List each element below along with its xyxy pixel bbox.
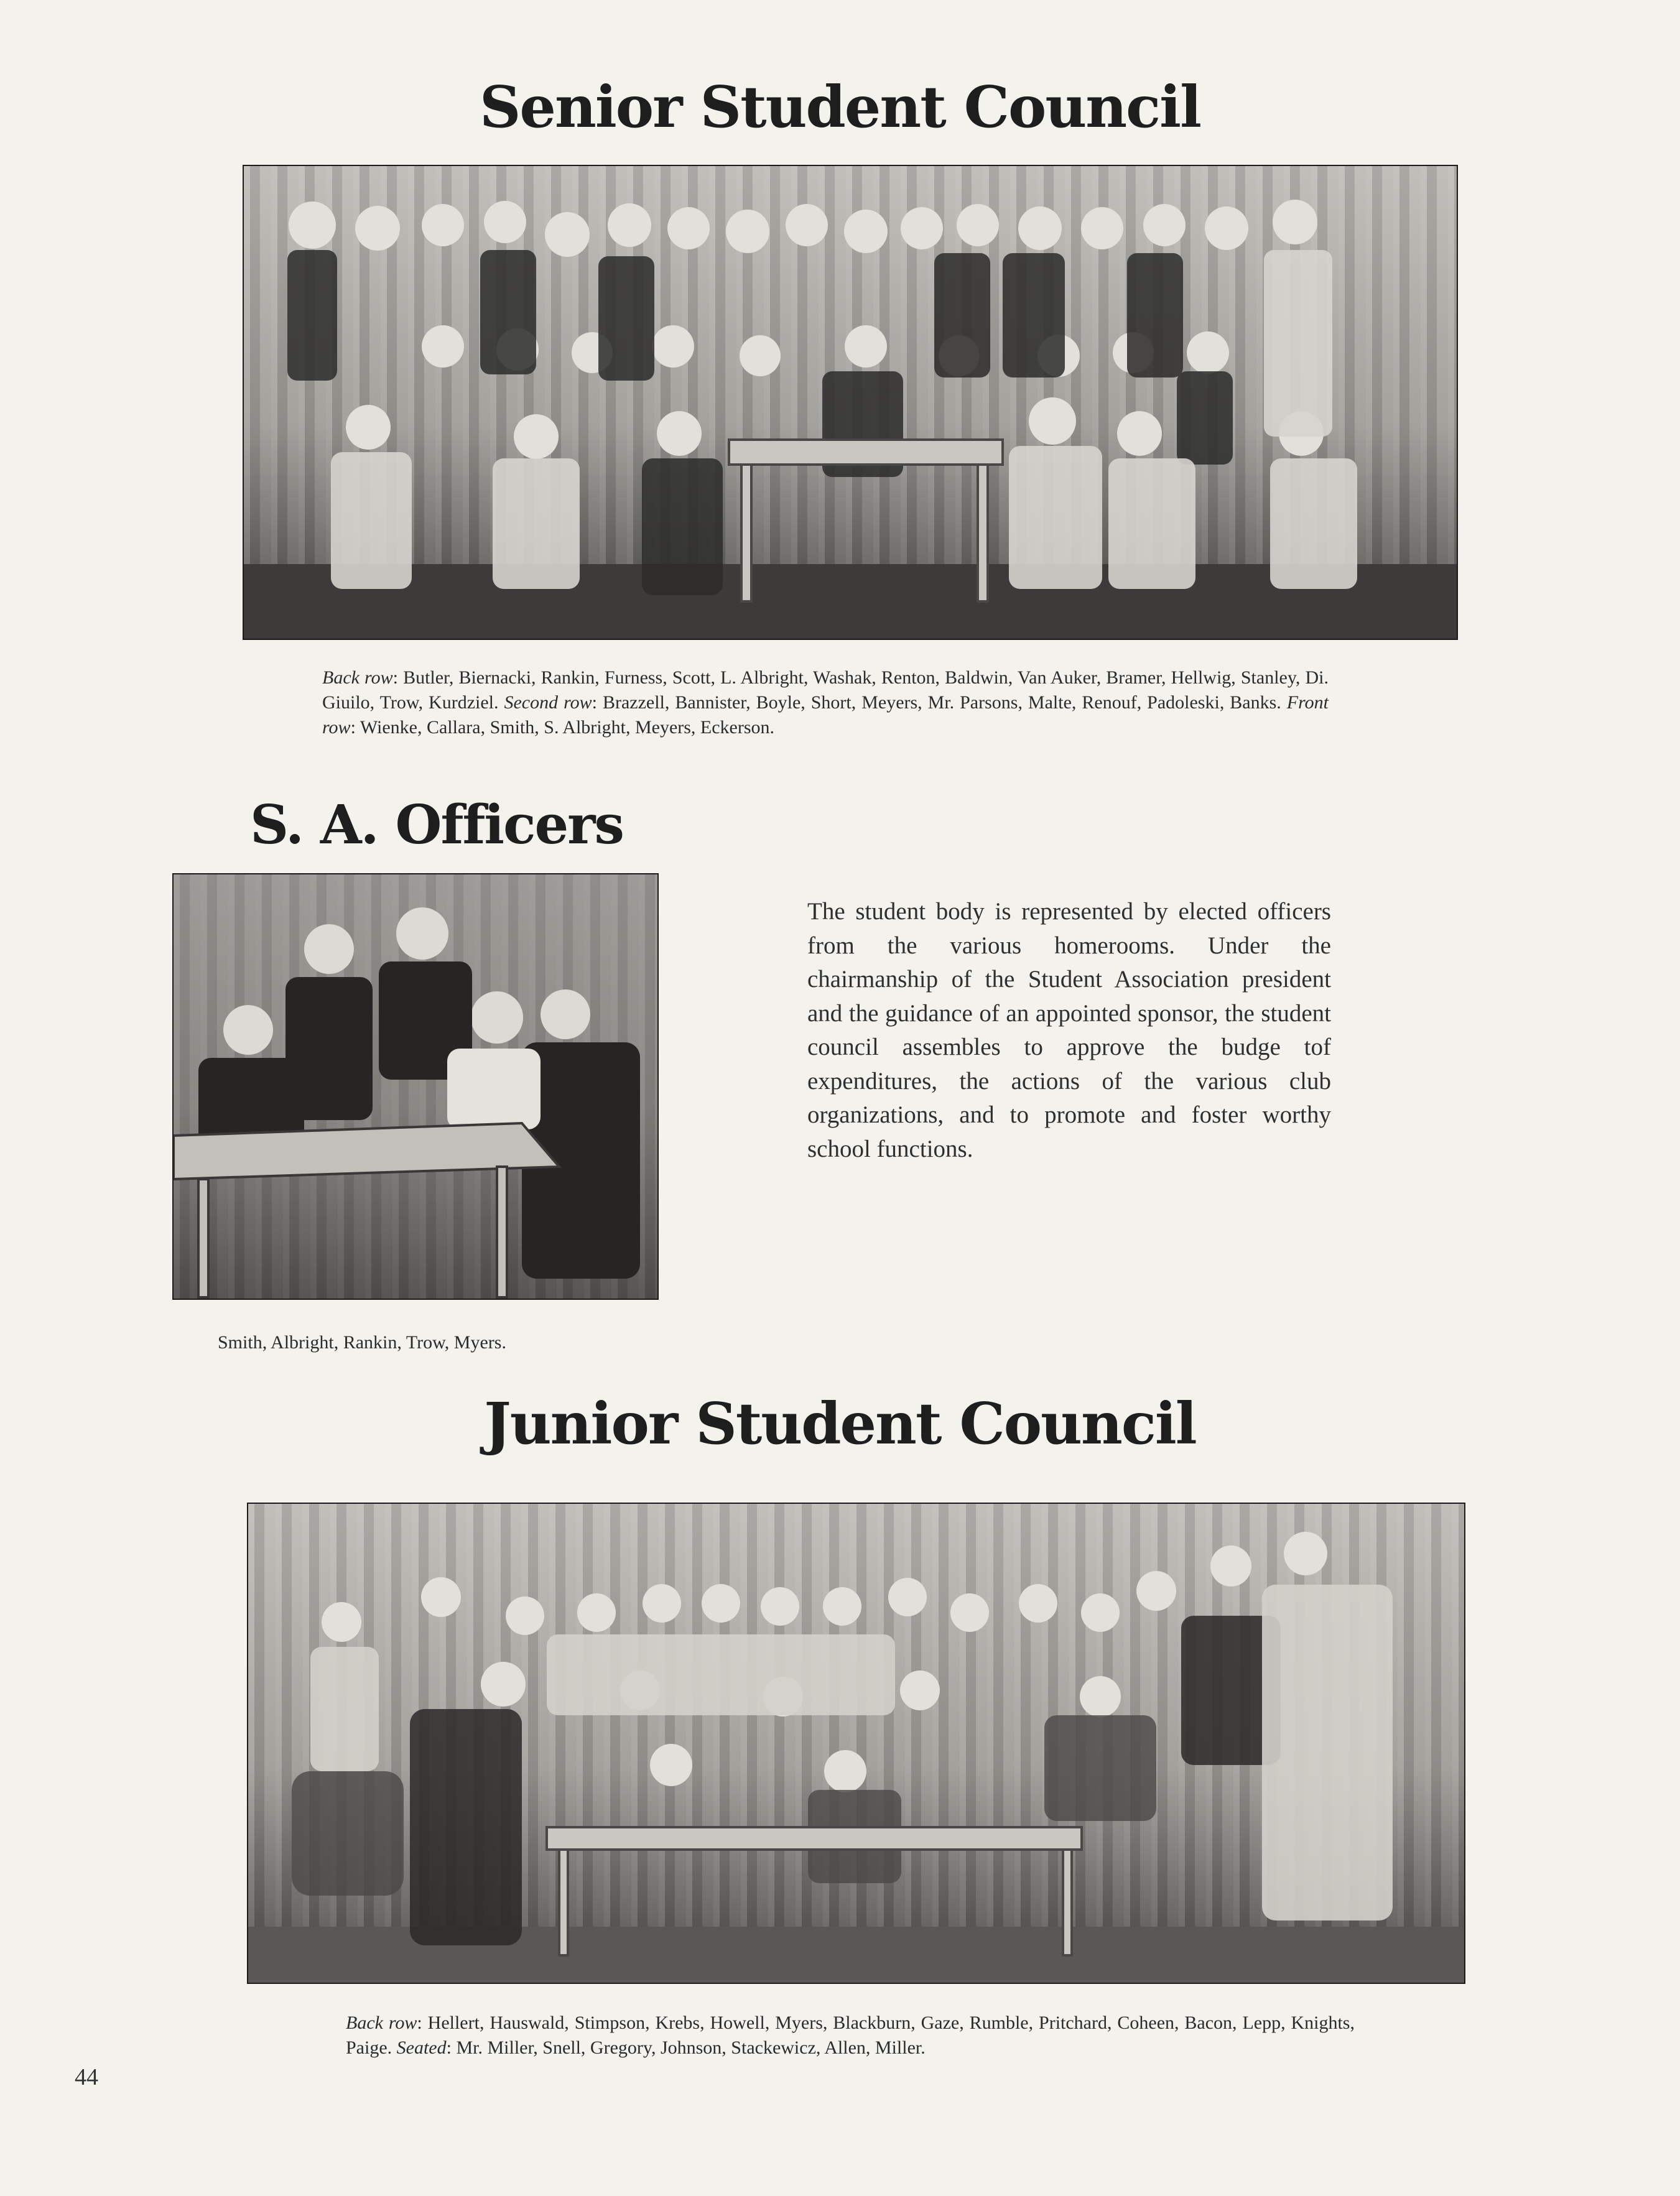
junior-council-title: Junior Student Council [484, 1390, 1196, 1457]
sa-officers-caption: Smith, Albright, Rankin, Trow, Myers. [218, 1332, 506, 1353]
junior-council-caption: Back row: Hellert, Hauswald, Stimpson, Krebs, Howell, Myers, Blackburn, Gaze, Rumble, Pritchard, Coheen, Bacon, Lepp, Knights, Paige. Seated: Mr. Miller, Snell, Gregory, Johnson, Stackewicz, Allen, Miller. [346, 2013, 1355, 2058]
sa-officers-photo [172, 873, 659, 1300]
front-row-names: Wienke, Callara, Smith, S. Albright, Meyers, Eckerson. [360, 717, 775, 738]
senior-council-photo [243, 165, 1458, 640]
sa-officers-description: The student body is represented by elected officers from the various homerooms. Under the chairmanship of the Student Association president and the guidance of an appointed sponsor, the student council assembles to approve the budge tof expenditures, the actions of the various club organizations, and to promote and foster worthy school functions. [807, 898, 1331, 1162]
back-row-label: Back row [346, 2013, 417, 2033]
junior-council-photo [247, 1503, 1465, 1984]
second-row-label: Second row [504, 692, 592, 713]
back-row-names: Hellert, Hauswald, Stimpson, Krebs, Howell, Myers, Blackburn, Gaze, Rumble, Pritchard, Coheen, Bacon, Lepp, Knights, Paige. [346, 2013, 1355, 2058]
seated-names: Mr. Miller, Snell, Gregory, Johnson, Stackewicz, Allen, Miller. [456, 2037, 926, 2058]
front-row-label: Front row [322, 692, 1329, 738]
sa-officers-title: S. A. Officers [250, 794, 623, 856]
back-row-label: Back row [322, 667, 393, 688]
senior-council-title: Senior Student Council [479, 73, 1201, 141]
senior-council-caption: Back row: Butler, Biernacki, Rankin, Furness, Scott, L. Albright, Washak, Renton, Baldwin, Van Auker, Bramer, Hellwig, Stanley, Di. Giuilo, Trow, Kurdziel. Second row: Brazzell, Bannister, Boyle, Short, Meyers, Mr. Parsons, Malte, Renouf, Padoleski, Banks. Front row: Wienke, Callara, Smith, S. Albright, Meyers, Eckerson. [322, 667, 1329, 738]
second-row-names: Brazzell, Bannister, Boyle, Short, Meyers, Mr. Parsons, Malte, Renouf, Padoleski, Banks. [602, 692, 1281, 713]
back-row-names: Butler, Biernacki, Rankin, Furness, Scott, L. Albright, Washak, Renton, Baldwin, Van Auker, Bramer, Hellwig, Stanley, Di. Giuilo, Trow, Kurdziel. [322, 667, 1329, 713]
seated-label: Seated [396, 2037, 447, 2058]
page-number: 44 [75, 2064, 98, 2090]
